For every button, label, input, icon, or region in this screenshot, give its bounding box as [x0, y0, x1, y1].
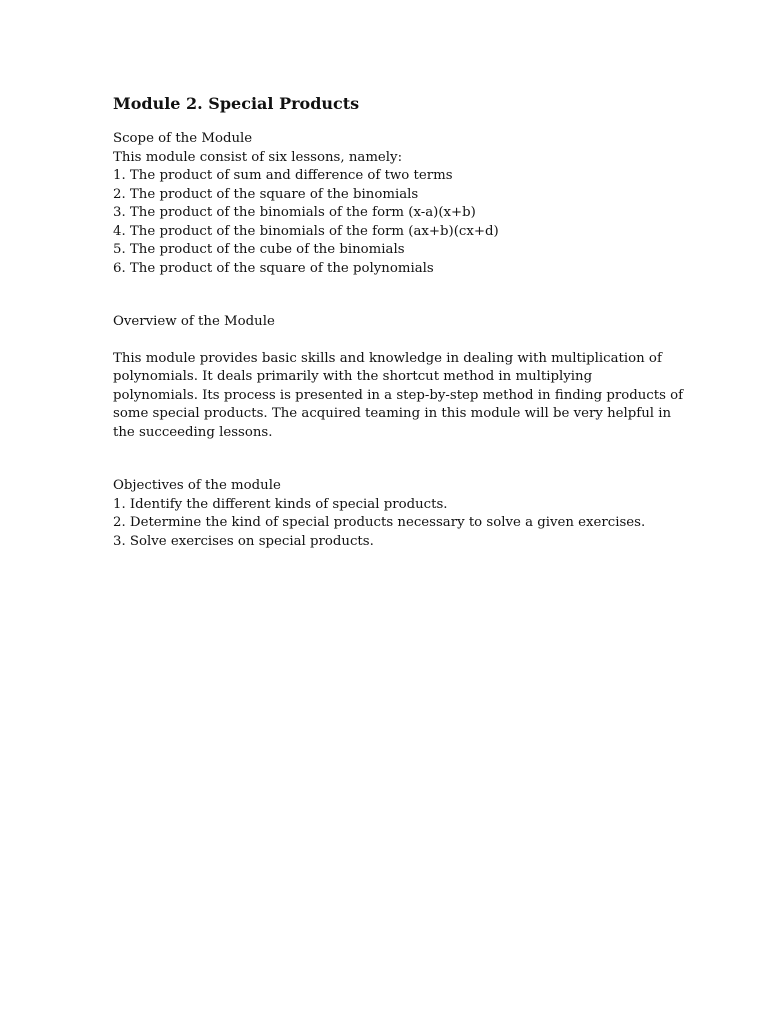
section-spacer: [113, 278, 673, 313]
overview-line: polynomials. Its process is presented in a step-by-step method in finding products of: [113, 387, 684, 403]
overview-line: This module provides basic skills and knowledge in dealing with multiplication of: [113, 350, 662, 366]
objective-item: 1. Identify the different kinds of special products.: [113, 496, 448, 512]
lesson-item: 5. The product of the cube of the binomials: [113, 242, 405, 257]
document-page: [113, 93, 684, 551]
overview-paragraph: [113, 350, 684, 443]
lesson-item: 3. The product of the binomials of the form (x-a)(x+b): [113, 205, 476, 220]
lesson-item: 2. The product of the square of the binomials: [113, 186, 419, 202]
objectives-section: [113, 477, 673, 551]
objective-item: 3. Solve exercises on special products.: [113, 533, 374, 549]
objectives-heading: Objectives of the module: [113, 478, 281, 493]
scope-intro: This module consist of six lessons, namely:: [113, 149, 403, 165]
overview-section: [113, 313, 684, 442]
objective-item: 2. Determine the kind of special products necessary to solve a given exercises.: [113, 515, 646, 530]
overview-line: the succeeding lessons.: [113, 424, 273, 440]
paragraph-spacer: [113, 332, 673, 350]
page-title: Module 2. Special Products: [113, 94, 360, 113]
lesson-list: [113, 167, 673, 278]
lesson-item: 1. The product of sum and difference of two terms: [113, 168, 453, 183]
overview-line: some special products. The acquired teaming in this module will be very helpful in: [113, 406, 672, 421]
section-spacer: [113, 442, 673, 477]
lesson-item: 4. The product of the binomials of the form (ax+b)(cx+d): [113, 223, 499, 239]
scope-section: [113, 130, 673, 278]
overview-line: polynomials. It deals primarily with the shortcut method in multiplying: [113, 369, 593, 384]
lesson-item: 6. The product of the square of the polynomials: [113, 260, 434, 276]
overview-heading: Overview of the Module: [113, 314, 275, 329]
objectives-list: [113, 496, 673, 552]
scope-heading: Scope of the Module: [113, 131, 253, 146]
